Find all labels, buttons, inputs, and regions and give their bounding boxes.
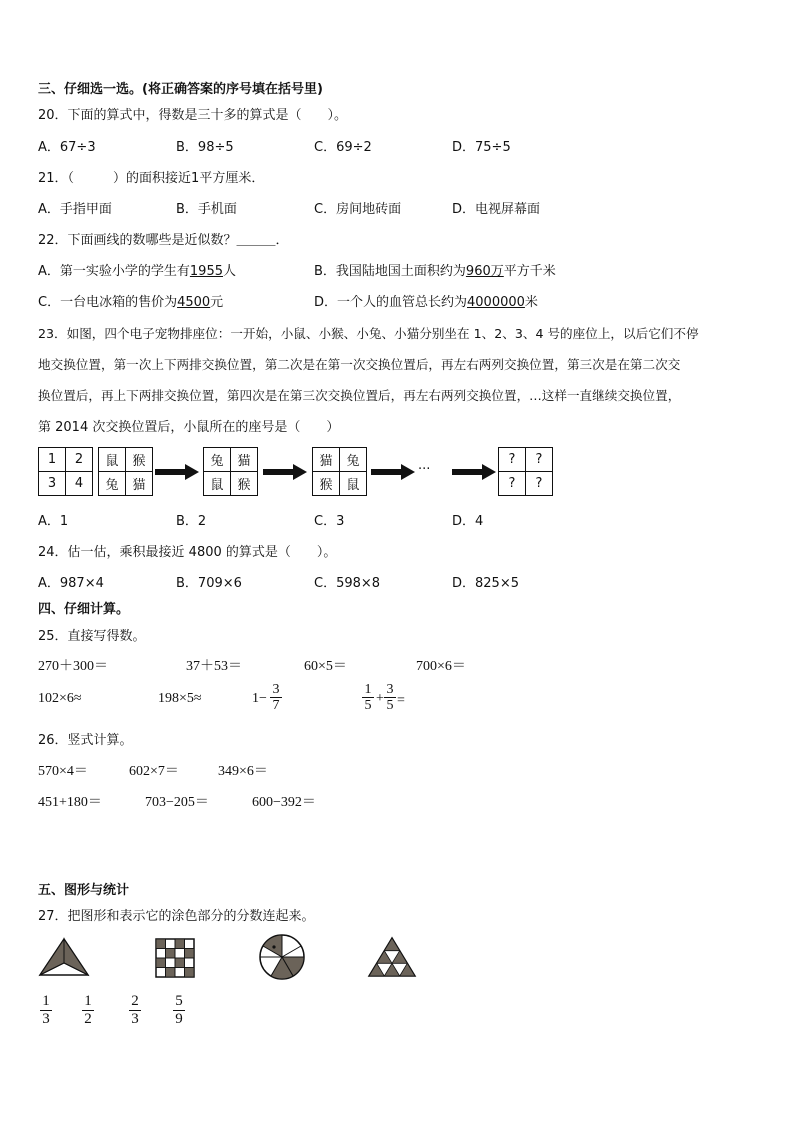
calc-item: 102×6≈ <box>38 691 82 706</box>
fraction-numerator: 1 <box>364 682 372 697</box>
vertical-calc-item: 349×6＝ <box>218 764 268 779</box>
fraction-denominator: 3 <box>42 1011 50 1027</box>
grid-cell: 猫 <box>126 472 153 496</box>
grid-cell: 3 <box>39 472 66 496</box>
q22-c-underlined-number: 4500 <box>177 295 211 310</box>
fraction-denominator: 5 <box>364 698 372 713</box>
fraction-expr-lead: 1− <box>252 691 267 706</box>
q24-option-d: D．825×5 <box>452 576 519 591</box>
grid-cell: 猴 <box>126 448 153 472</box>
plus-sign: + <box>376 691 384 706</box>
vertical-calc-item: 451+180＝ <box>38 795 102 810</box>
q22-a-suffix: 人 <box>223 264 237 279</box>
grid-cell: 4 <box>66 472 93 496</box>
seat-grid-numbers <box>38 447 93 496</box>
fraction-numerator: 3 <box>386 682 394 697</box>
calc-item: 270＋300＝ <box>38 659 108 674</box>
triangle-grid-figure <box>367 936 417 978</box>
grid-cell: ? <box>526 448 553 472</box>
q27-stem: 27．把图形和表示它的涂色部分的分数连起来。 <box>38 909 315 924</box>
q22-b-suffix: 平方千米 <box>503 264 556 279</box>
answer-fraction <box>82 993 94 1028</box>
fraction-numerator: 1 <box>42 993 50 1009</box>
q20-option-c: C．69÷2 <box>314 140 372 155</box>
q24-stem: 24．估一估，乘积最接近 4800 的算式是（ ）。 <box>38 545 337 560</box>
q24-option-b: B．709×6 <box>176 576 242 591</box>
q23-option-d: D．4 <box>452 514 484 529</box>
calc-item: 700×6＝ <box>416 659 466 674</box>
q20-option-a: A．67÷3 <box>38 140 96 155</box>
q23-option-a: A．1 <box>38 514 69 529</box>
q22-b-prefix: B．我国陆地国土面积约为 <box>314 264 466 279</box>
q24-option-c: C．598×8 <box>314 576 381 591</box>
seat-grid-swap-1 <box>203 447 258 496</box>
calc-item: 60×5＝ <box>304 659 347 674</box>
q24-option-a: A．987×4 <box>38 576 104 591</box>
q21-option-a: A．手指甲面 <box>38 202 112 217</box>
arrow-right-icon <box>155 464 199 480</box>
fraction-numerator: 3 <box>272 682 280 697</box>
q26-stem: 26．竖式计算。 <box>38 733 133 748</box>
q20-option-b: B．98÷5 <box>176 140 234 155</box>
grid-cell: ? <box>499 448 526 472</box>
fraction-denominator: 9 <box>175 1011 183 1027</box>
arrow-right-icon <box>452 464 496 480</box>
q22-b-underlined-number: 960万 <box>465 264 504 279</box>
q21-stem: 21．（ ）的面积接近1平方厘米． <box>38 171 265 186</box>
q21-option-d: D．电视屏幕面 <box>452 202 541 217</box>
arrow-right-icon <box>371 464 415 480</box>
q22-option-d <box>314 291 538 310</box>
q21-option-b: B．手机面 <box>176 202 237 217</box>
q22-a-prefix: A．第一实验小学的学生有 <box>38 264 190 279</box>
fraction-three-sevenths <box>270 682 282 713</box>
answer-fraction <box>129 993 141 1028</box>
q22-d-underlined-number: 4000000 <box>467 295 525 310</box>
fraction-numerator: 2 <box>131 993 139 1009</box>
pie-circle-figure <box>258 933 306 981</box>
grid-cell: ? <box>526 472 553 496</box>
equals-sign: = <box>397 693 405 708</box>
seat-grid-start <box>98 447 153 496</box>
q25-stem: 25．直接写得数。 <box>38 629 146 644</box>
q22-d-prefix: D．一个人的血管总长约为 <box>314 295 468 310</box>
triangle-shaded-figure <box>38 937 90 977</box>
vertical-calc-item: 570×4＝ <box>38 764 88 779</box>
q22-stem: 22．下面画线的数哪些是近似数？＿＿＿． <box>38 233 289 248</box>
grid-cell: 兔 <box>204 448 231 472</box>
section-5-title: 五、图形与统计 <box>38 883 130 898</box>
q22-a-underlined-number: 1955 <box>189 264 223 279</box>
grid-cell: 鼠 <box>340 472 367 496</box>
q22-option-c <box>38 291 223 310</box>
vertical-calc-item: 602×7＝ <box>129 764 179 779</box>
q20-stem: 20．下面的算式中，得数是三十多的算式是（ ）。 <box>38 108 348 123</box>
q23-option-b: B．2 <box>176 514 207 529</box>
ellipsis: ··· <box>418 462 431 477</box>
q23-line-1: 23．如图，四个电子宠物排座位：一开始，小鼠、小猴、小兔、小猫分别坐在 1、2、3、4 号的座位上，以后它们不停 <box>38 326 699 341</box>
grid-cell: 猴 <box>231 472 258 496</box>
fraction-denominator: 5 <box>386 698 394 713</box>
section-4-title: 四、仔细计算。 <box>38 602 130 617</box>
fraction-numerator: 1 <box>84 993 92 1009</box>
fraction-denominator: 7 <box>272 698 280 713</box>
checkered-square-figure <box>155 938 195 978</box>
vertical-calc-item: 703−205＝ <box>145 795 209 810</box>
vertical-calc-item: 600−392＝ <box>252 795 316 810</box>
q22-option-a <box>38 260 236 279</box>
grid-cell: 猴 <box>313 472 340 496</box>
fraction-denominator: 3 <box>131 1011 139 1027</box>
q23-line-3: 换位置后，再上下两排交换位置，第四次是在第三次交换位置后，再左右两列交换位置，…这样一直继续交换位置， <box>38 388 681 403</box>
grid-cell: 猫 <box>313 448 340 472</box>
q22-option-b <box>314 260 556 279</box>
section-3-title: 三、仔细选一选。(将正确答案的序号填在括号里) <box>38 82 323 97</box>
q23-line-2: 地交换位置，第一次上下两排交换位置，第二次是在第一次交换位置后，再左右两列交换位置，第三次是在第二次交 <box>38 357 681 372</box>
grid-cell: ? <box>499 472 526 496</box>
calc-item: 37＋53＝ <box>186 659 242 674</box>
grid-cell: 兔 <box>340 448 367 472</box>
fraction-three-fifths <box>384 682 396 713</box>
q22-d-suffix: 米 <box>524 295 538 310</box>
grid-cell: 鼠 <box>99 448 126 472</box>
q23-line-4: 第 2014 次交换位置后，小鼠所在的座号是（ ） <box>38 420 340 435</box>
grid-cell: 兔 <box>99 472 126 496</box>
answer-fraction <box>173 993 185 1028</box>
q21-option-c: C．房间地砖面 <box>314 202 402 217</box>
seat-grid-swap-2 <box>312 447 367 496</box>
calc-item: 198×5≈ <box>158 691 202 706</box>
arrow-right-icon <box>263 464 307 480</box>
grid-cell: 2 <box>66 448 93 472</box>
grid-cell: 鼠 <box>204 472 231 496</box>
q20-option-d: D．75÷5 <box>452 140 511 155</box>
fraction-numerator: 5 <box>175 993 183 1009</box>
answer-fraction <box>40 993 52 1028</box>
grid-cell: 1 <box>39 448 66 472</box>
fraction-one-fifth <box>362 682 374 713</box>
seat-grid-unknown <box>498 447 553 496</box>
q22-c-suffix: 元 <box>210 295 224 310</box>
fraction-denominator: 2 <box>84 1011 92 1027</box>
q23-option-c: C．3 <box>314 514 345 529</box>
q22-c-prefix: C．一台电冰箱的售价为 <box>38 295 178 310</box>
grid-cell: 猫 <box>231 448 258 472</box>
